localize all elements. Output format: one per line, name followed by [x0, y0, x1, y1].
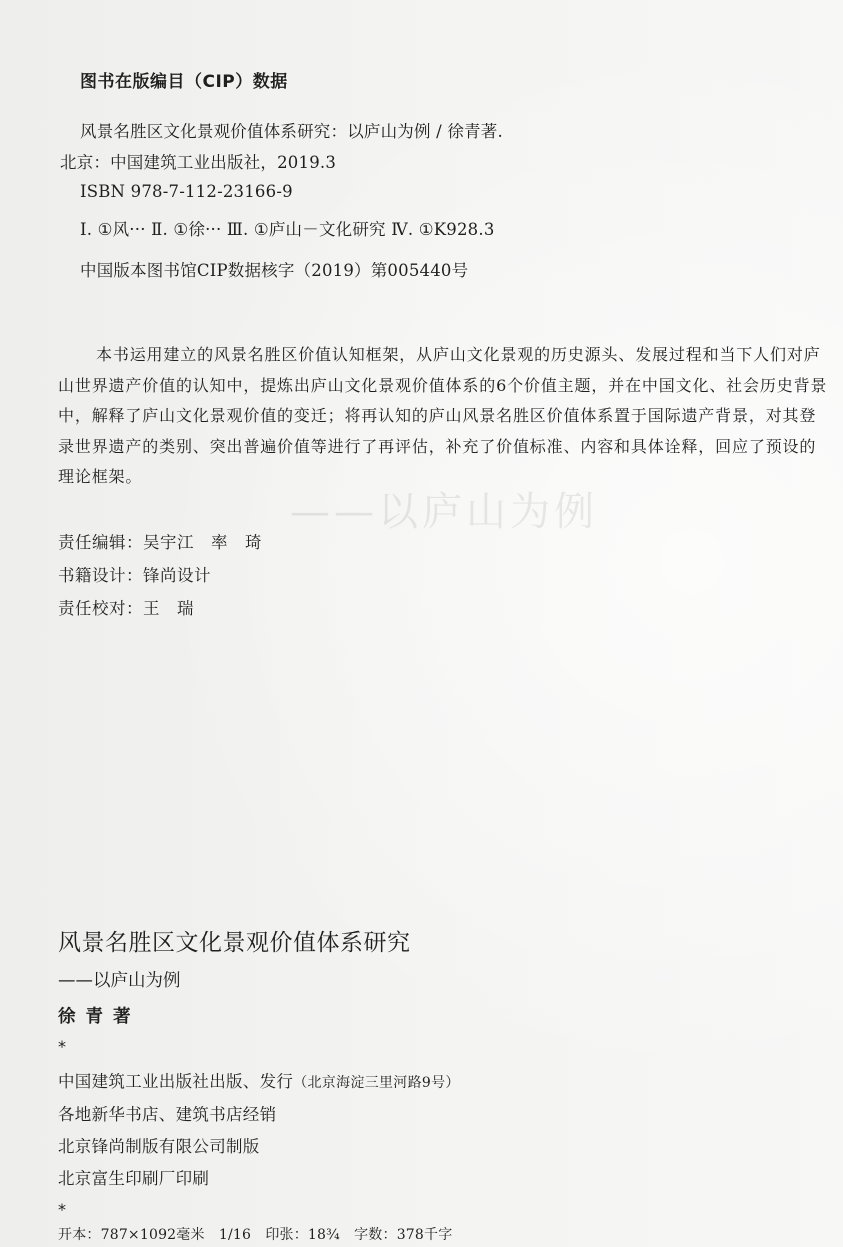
bleed-through-text: ——以庐山为例: [290, 489, 598, 535]
cip-title-line: 风景名胜区文化景观价值体系研究：以庐山为例 / 徐青著.: [80, 122, 503, 141]
distribution-line: 各地新华书店、建筑书店经销: [58, 1105, 277, 1124]
credit-design: 书籍设计：锋尚设计: [58, 566, 211, 585]
cip-imprint-line: 北京：中国建筑工业出版社，2019.3: [60, 153, 337, 172]
credit-proofreader: 责任校对：王 瑞: [58, 599, 194, 618]
specifications-line: 开本：787×1092毫米 1/16 印张：18¾ 字数：378千字: [58, 1227, 453, 1243]
publisher-name: 中国建筑工业出版社出版、发行: [58, 1072, 294, 1091]
publisher-line: [58, 1068, 460, 1092]
book-author: 徐青著: [58, 1007, 141, 1027]
cip-isbn-line: ISBN 978-7-112-23166-9: [80, 182, 293, 201]
book-abstract: 本书运用建立的风景名胜区价值认知框架，从庐山文化景观的历史源头、发展过程和当下人们对庐山世界遗产价值的认知中，提炼出庐山文化景观价值体系的6个价值主题，并在中国文化、社会历史背景中，解释了庐山文化景观价值的变迁；将再认知的庐山风景名胜区价值体系置于国际遗产背景，对其登录世界遗产的类别、突出普遍价值等进行了再评估，补充了价值标准、内容和具体诠释，回应了预设的理论框架。: [58, 345, 828, 486]
book-title: 风景名胜区文化景观价值体系研究: [58, 930, 411, 956]
printing-line: 北京富生印刷厂印刷: [58, 1169, 210, 1188]
credit-editor: 责任编辑：吴宇江 率 琦: [58, 533, 262, 552]
publisher-address: （北京海淀三里河路9号）: [293, 1075, 460, 1091]
book-subtitle: ——以庐山为例: [58, 971, 181, 991]
cip-subject-line: Ⅰ. ①风··· Ⅱ. ①徐··· Ⅲ. ①庐山－文化研究 Ⅳ. ①K928.3: [80, 220, 495, 239]
separator-star: *: [58, 1037, 66, 1056]
typesetting-line: 北京锋尚制版有限公司制版: [58, 1137, 260, 1156]
cip-record-line: 中国版本图书馆CIP数据核字（2019）第005440号: [80, 261, 469, 280]
separator-star-2: *: [58, 1200, 66, 1219]
cip-heading: 图书在版编目（CIP）数据: [80, 72, 288, 92]
